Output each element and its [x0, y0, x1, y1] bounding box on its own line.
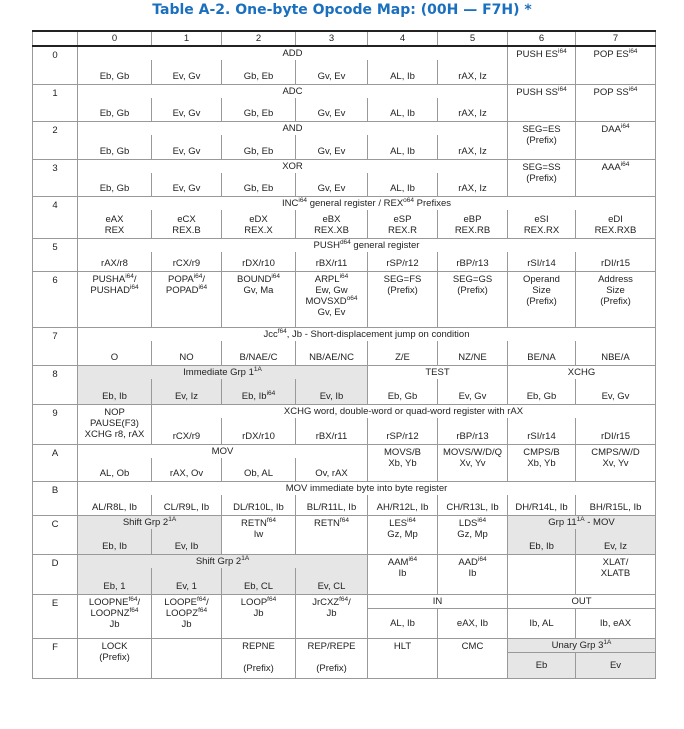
- col-header: 4: [368, 31, 438, 46]
- opcode-cell: $LOOPNE^{f64}/$ $LOOPNZ^{f64}$ Jb: [78, 594, 152, 638]
- col-header: 6: [508, 31, 576, 46]
- operand-cell: rBX/r11: [296, 252, 368, 272]
- operand-cell: Ov, rAX: [296, 458, 368, 482]
- group-label: $INC^{i64}$ general register / $REX^{o64}$ Prefixes: [78, 197, 656, 211]
- row-header: D: [33, 555, 78, 595]
- opcode-cell: $AAA^{i64}$: [576, 159, 656, 197]
- opcode-cell: LOCK (Prefix): [78, 638, 152, 678]
- empty-cell: [152, 638, 222, 678]
- operand-cell: Gv, Ev: [296, 60, 368, 84]
- operand-cell: rSI/r14: [508, 418, 576, 444]
- operand-cell: eDX REX.X: [222, 210, 296, 238]
- opcode-cell: $LOOPE^{f64}/$ $LOOPZ^{f64}$ Jb: [152, 594, 222, 638]
- operand-cell: O: [78, 341, 152, 365]
- row-header: 3: [33, 159, 78, 197]
- group-label: Shift Grp $2^{1A}$: [78, 555, 368, 569]
- operand-cell: Gv, Ev: [296, 98, 368, 122]
- operand-cell: rAX, Iz: [438, 60, 508, 84]
- operand-cell: rAX, Iz: [438, 173, 508, 197]
- operand-cell: AL, Ib: [368, 173, 438, 197]
- operand-cell: rSP/r12: [368, 252, 438, 272]
- operand-cell: Eb, Gb: [78, 173, 152, 197]
- operand-cell: Ib, eAX: [576, 608, 656, 638]
- row-header: B: [33, 482, 78, 516]
- opcode-cell: $LOOP^{f64}$ Jb: [222, 594, 296, 638]
- operand-cell: Eb, Gb: [368, 379, 438, 405]
- operand-cell: NZ/NE: [438, 341, 508, 365]
- operand-cell: Ev, Gv: [438, 379, 508, 405]
- group-label: ADC: [78, 84, 508, 98]
- operand-cell: CH/R13L, Ib: [438, 495, 508, 515]
- group-label: ADD: [78, 46, 508, 60]
- operand-cell: NO: [152, 341, 222, 365]
- group-label: MOV: [78, 444, 368, 458]
- operand-cell: Ev, Iz: [152, 379, 222, 405]
- opcode-cell: $LES^{i64}$ Gz, Mp: [368, 515, 438, 555]
- operand-cell: Eb, Ib: [78, 529, 152, 555]
- operand-cell: Eb, Gb: [78, 60, 152, 84]
- operand-cell: Eb, Gb: [78, 98, 152, 122]
- operand-cell: Ev, Gv: [152, 60, 222, 84]
- group-label: Jcc$^{f64}$, Jb - Short-displacement jump on condition: [78, 328, 656, 342]
- table-title: Table A-2. One-byte Opcode Map: (00H — F7H) *: [152, 2, 532, 18]
- operand-cell: Ev, Ib: [296, 379, 368, 405]
- operand-cell: eCX REX.B: [152, 210, 222, 238]
- row-header: 1: [33, 84, 78, 122]
- operand-cell: Ev, Gv: [152, 135, 222, 159]
- opcode-cell: SEG=GS (Prefix): [438, 272, 508, 328]
- opcode-cell: CMPS/W/D Xv, Yv: [576, 444, 656, 482]
- opcode-cell: $AAM^{i64}$ Ib: [368, 555, 438, 595]
- opcode-cell: $RETN^{f64}$ Iw: [222, 515, 296, 555]
- opcode-cell: SEG=SS (Prefix): [508, 159, 576, 197]
- row-header: 0: [33, 46, 78, 84]
- operand-cell: BE/NA: [508, 341, 576, 365]
- operand-cell: Ob, AL: [222, 458, 296, 482]
- operand-cell: rDI/r15: [576, 252, 656, 272]
- opcode-cell: JrCXZ$^{f64}$/ Jb: [296, 594, 368, 638]
- operand-cell: AL, Ib: [368, 60, 438, 84]
- operand-cell: Eb, Gb: [78, 135, 152, 159]
- operand-cell: Eb: [508, 652, 576, 678]
- opcode-cell: $BOUND^{i64}$ Gv, Ma: [222, 272, 296, 328]
- operand-cell: eDI REX.RXB: [576, 210, 656, 238]
- opcode-cell: $PUSHA^{i64}/$ $PUSHAD^{i64}$: [78, 272, 152, 328]
- operand-cell: B/NAE/C: [222, 341, 296, 365]
- opcode-cell: MOVS/W/D/Q Xv, Yv: [438, 444, 508, 482]
- col-header: 0: [78, 31, 152, 46]
- row-header: 4: [33, 197, 78, 239]
- opcode-cell: MOVS/B Xb, Yb: [368, 444, 438, 482]
- operand-cell: Eb, Ib: [78, 379, 152, 405]
- group-label: Grp $11^{1A}$ - MOV: [508, 515, 656, 529]
- operand-cell: BH/R15L, Ib: [576, 495, 656, 515]
- row-header: A: [33, 444, 78, 482]
- group-label: Shift Grp $2^{1A}$: [78, 515, 222, 529]
- operand-cell: rDX/r10: [222, 418, 296, 444]
- operand-cell: Eb, CL: [222, 568, 296, 594]
- operand-cell: DH/R14L, Ib: [508, 495, 576, 515]
- operand-cell: rAX, Iz: [438, 98, 508, 122]
- opcode-cell: SEG=ES (Prefix): [508, 122, 576, 160]
- col-header: 7: [576, 31, 656, 46]
- opcode-cell: Operand Size (Prefix): [508, 272, 576, 328]
- operand-cell: rCX/r9: [152, 252, 222, 272]
- opcode-cell: PUSH $ES^{i64}$: [508, 46, 576, 84]
- operand-cell: rCX/r9: [152, 418, 222, 444]
- operand-cell: Ev, 1: [152, 568, 222, 594]
- operand-cell: Gv, Ev: [296, 173, 368, 197]
- opcode-cell: $RETN^{f64}$: [296, 515, 368, 555]
- operand-cell: Ev, Gv: [152, 98, 222, 122]
- opcode-cell: CMC: [438, 638, 508, 678]
- operand-cell: rSI/r14: [508, 252, 576, 272]
- group-label: $PUSH^{d64}$ general register: [78, 238, 656, 252]
- group-label: XCHG: [508, 365, 656, 379]
- opcode-cell: POP $ES^{i64}$: [576, 46, 656, 84]
- operand-cell: rDI/r15: [576, 418, 656, 444]
- operand-cell: eBX REX.XB: [296, 210, 368, 238]
- operand-cell: AL, Ob: [78, 458, 152, 482]
- col-header: 2: [222, 31, 296, 46]
- row-header: C: [33, 515, 78, 555]
- opcode-cell: HLT: [368, 638, 438, 678]
- operand-cell: Eb, $Ib^{i64}$: [222, 379, 296, 405]
- operand-cell: eSI REX.RX: [508, 210, 576, 238]
- operand-cell: Gb, Eb: [222, 98, 296, 122]
- operand-cell: Z/E: [368, 341, 438, 365]
- operand-cell: rAX, Iz: [438, 135, 508, 159]
- group-label: TEST: [368, 365, 508, 379]
- group-label: OUT: [508, 594, 656, 608]
- row-header: E: [33, 594, 78, 638]
- group-label: XOR: [78, 159, 508, 173]
- operand-cell: Gb, Eb: [222, 173, 296, 197]
- opcode-cell: $POPA^{i64}/$ $POPAD^{i64}$: [152, 272, 222, 328]
- opcode-cell: $AAD^{i64}$ Ib: [438, 555, 508, 595]
- group-label: XCHG word, double-word or quad-word register with rAX: [152, 405, 656, 419]
- opcode-cell: POP $SS^{i64}$: [576, 84, 656, 122]
- operand-cell: Ev, CL: [296, 568, 368, 594]
- group-label: MOV immediate byte into byte register: [78, 482, 656, 496]
- group-label: AND: [78, 122, 508, 136]
- operand-cell: AL, Ib: [368, 135, 438, 159]
- operand-cell: Ev: [576, 652, 656, 678]
- operand-cell: AL/R8L, Ib: [78, 495, 152, 515]
- operand-cell: Ev, Ib: [152, 529, 222, 555]
- opcode-cell: Address Size (Prefix): [576, 272, 656, 328]
- operand-cell: Gv, Ev: [296, 135, 368, 159]
- operand-cell: Gb, Eb: [222, 135, 296, 159]
- row-header: 5: [33, 238, 78, 272]
- group-label: Immediate Grp $1^{1A}$: [78, 365, 368, 379]
- row-header: F: [33, 638, 78, 678]
- row-header: 6: [33, 272, 78, 328]
- operand-cell: NBE/A: [576, 341, 656, 365]
- operand-cell: Eb, Gb: [508, 379, 576, 405]
- operand-cell: NB/AE/NC: [296, 341, 368, 365]
- operand-cell: Ev, Gv: [576, 379, 656, 405]
- operand-cell: AH/R12L, Ib: [368, 495, 438, 515]
- operand-cell: Eb, Ib: [508, 529, 576, 555]
- operand-cell: eAX REX: [78, 210, 152, 238]
- operand-cell: BL/R11L, Ib: [296, 495, 368, 515]
- operand-cell: Eb, 1: [78, 568, 152, 594]
- opcode-cell: REPNE (Prefix): [222, 638, 296, 678]
- opcode-cell: $DAA^{i64}$: [576, 122, 656, 160]
- operand-cell: rBX/r11: [296, 418, 368, 444]
- col-header: 5: [438, 31, 508, 46]
- opcode-cell: CMPS/B Xb, Yb: [508, 444, 576, 482]
- opcode-cell: NOP PAUSE(F3) XCHG r8, rAX: [78, 405, 152, 445]
- opcode-cell: $LDS^{i64}$ Gz, Mp: [438, 515, 508, 555]
- row-header: 9: [33, 405, 78, 445]
- opcode-cell: SEG=FS (Prefix): [368, 272, 438, 328]
- operand-cell: rSP/r12: [368, 418, 438, 444]
- row-header: 7: [33, 328, 78, 366]
- operand-cell: Ev, Iz: [576, 529, 656, 555]
- operand-cell: eBP REX.RB: [438, 210, 508, 238]
- row-header: 2: [33, 122, 78, 160]
- operand-cell: rAX, Ov: [152, 458, 222, 482]
- opcode-cell: $ARPL^{i64}$ Ew, Gw $MOVSXD^{o64}$ Gv, Ev: [296, 272, 368, 328]
- corner-cell: [33, 31, 78, 46]
- operand-cell: DL/R10L, Ib: [222, 495, 296, 515]
- operand-cell: Ev, Gv: [152, 173, 222, 197]
- group-label: Unary Grp $3^{1A}$: [508, 638, 656, 652]
- column-header-row: [33, 31, 656, 46]
- operand-cell: eAX, Ib: [438, 608, 508, 638]
- opcode-cell: XLAT/ XLATB: [576, 555, 656, 595]
- operand-cell: CL/R9L, Ib: [152, 495, 222, 515]
- empty-cell: [508, 555, 576, 595]
- operand-cell: rDX/r10: [222, 252, 296, 272]
- operand-cell: AL, Ib: [368, 98, 438, 122]
- operand-cell: Ib, AL: [508, 608, 576, 638]
- operand-cell: rAX/r8: [78, 252, 152, 272]
- col-header: 3: [296, 31, 368, 46]
- operand-cell: Gb, Eb: [222, 60, 296, 84]
- opcode-cell: PUSH $SS^{i64}$: [508, 84, 576, 122]
- operand-cell: AL, Ib: [368, 608, 438, 638]
- operand-cell: eSP REX.R: [368, 210, 438, 238]
- row-header: 8: [33, 365, 78, 405]
- col-header: 1: [152, 31, 222, 46]
- operand-cell: rBP/r13: [438, 252, 508, 272]
- opcode-map-table: [32, 30, 656, 679]
- group-label: IN: [368, 594, 508, 608]
- opcode-cell: REP/REPE (Prefix): [296, 638, 368, 678]
- operand-cell: rBP/r13: [438, 418, 508, 444]
